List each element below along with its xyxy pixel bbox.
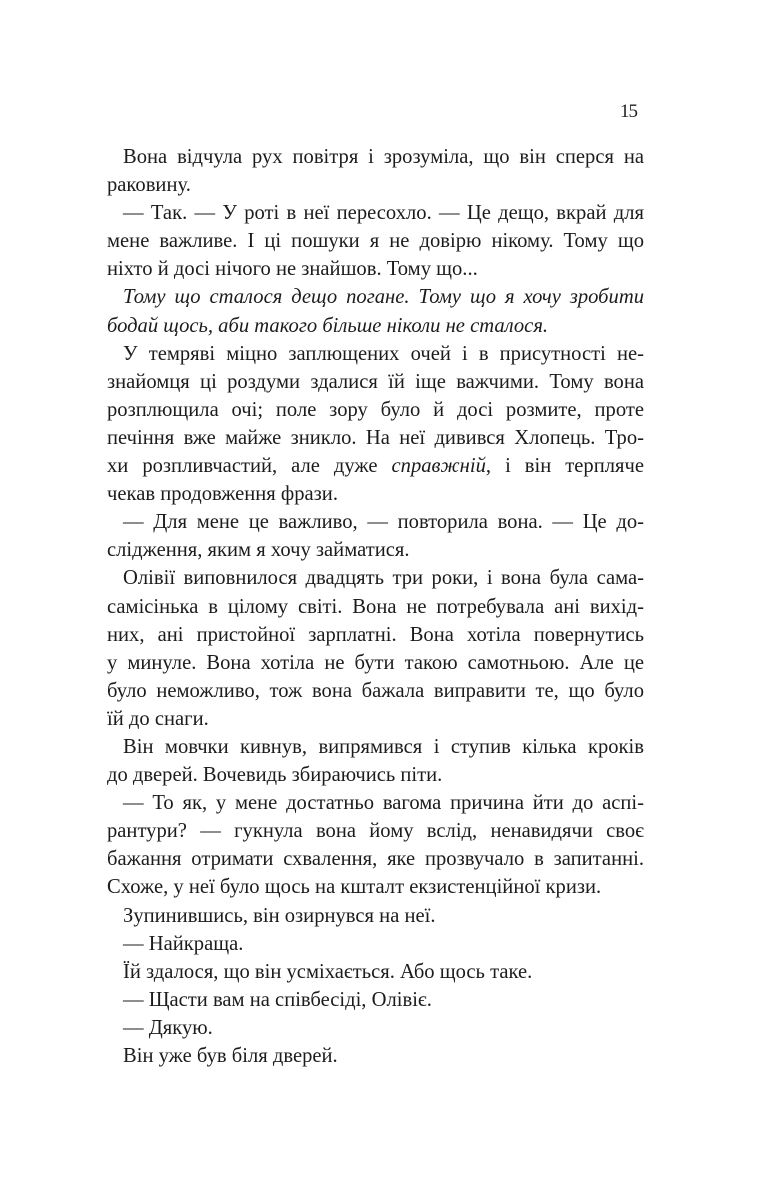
text-line: знайомця ці роздуми здалися їй іще важчими. Тому вона	[107, 370, 644, 393]
text-line: рантури? — гукнула вона йому вслід, ненавидячи своє	[107, 820, 644, 843]
text-line: — Найкраща.	[123, 932, 244, 955]
text-line: у минуле. Вона хотіла не бути такою самотньою. Але це	[107, 651, 644, 674]
text-line: слідження, яким я хочу займатися.	[107, 539, 410, 562]
text-line: — То як, у мене достатньо вагома причина йти до аспі-	[123, 792, 644, 815]
text-line: Він уже був біля дверей.	[123, 1045, 338, 1067]
text-line: Вона відчула рух повітря і зрозуміла, що він сперся на	[123, 146, 644, 168]
text-line: їй до снаги.	[107, 707, 209, 730]
body-text	[107, 143, 644, 1070]
text-line: — Щасти вам на співбесіді, Олівіє.	[123, 988, 432, 1011]
text-line: Олівії виповнилося двадцять три роки, і вона була сама-	[123, 567, 644, 590]
text-line: ніхто й досі нічого не знайшов. Тому що...	[107, 258, 478, 281]
text-line: було неможливо, тож вона бажала виправити те, що було	[107, 679, 644, 702]
text-segment: , і він терпляче	[485, 455, 644, 478]
text-line: — Дякую.	[123, 1016, 213, 1039]
text-line: розплющила очі; поле зору було й досі розмите, проте	[107, 398, 644, 421]
text-line: мене важливе. І ці пошуки я не довірю нікому. Тому що	[107, 230, 644, 253]
emphasized-word: справжній	[391, 455, 486, 478]
text-line: — Для мене це важливо, — повторила вона. — Це до-	[123, 511, 644, 534]
italic-text-line: Тому що сталося дещо погане. Тому що я хочу зробити	[123, 286, 644, 309]
text-line: Їй здалося, що він усміхається. Або щось таке.	[123, 960, 533, 983]
text-line: Схоже, у неї було щось на кшталт екзистенційної кризи.	[107, 876, 602, 899]
text-segment: хи розпливчастий, але дуже	[107, 455, 392, 478]
text-line: У темряві міцно заплющених очей і в присутності не-	[123, 342, 644, 365]
text-line: бажання отримати схвалення, яке прозвучало в запитанні.	[107, 848, 644, 871]
text-line: печіння вже майже зникло. На неї дивився Хлопець. Тро-	[107, 426, 644, 449]
text-line: — Так. — У роті в неї пересохло. — Це дещо, вкрай для	[123, 202, 644, 225]
text-line: Він мовчки кивнув, випрямився і ступив кілька кроків	[123, 735, 644, 758]
text-line: раковину.	[107, 174, 191, 197]
text-line: до дверей. Вочевидь збираючись піти.	[107, 764, 443, 787]
italic-text-line: бодай щось, аби такого більше ніколи не сталося.	[107, 314, 549, 337]
text-line: Зупинившись, він озирнувся на неї.	[123, 904, 436, 927]
page-number: 15	[620, 101, 637, 122]
text-line: самісінька в цілому світі. Вона не потребувала ані вихід-	[107, 595, 644, 618]
text-line: чекав продовження фрази.	[107, 483, 338, 506]
text-line	[107, 452, 644, 480]
text-line: них, ані пристойної зарплатні. Вона хотіла повернутись	[107, 623, 644, 646]
